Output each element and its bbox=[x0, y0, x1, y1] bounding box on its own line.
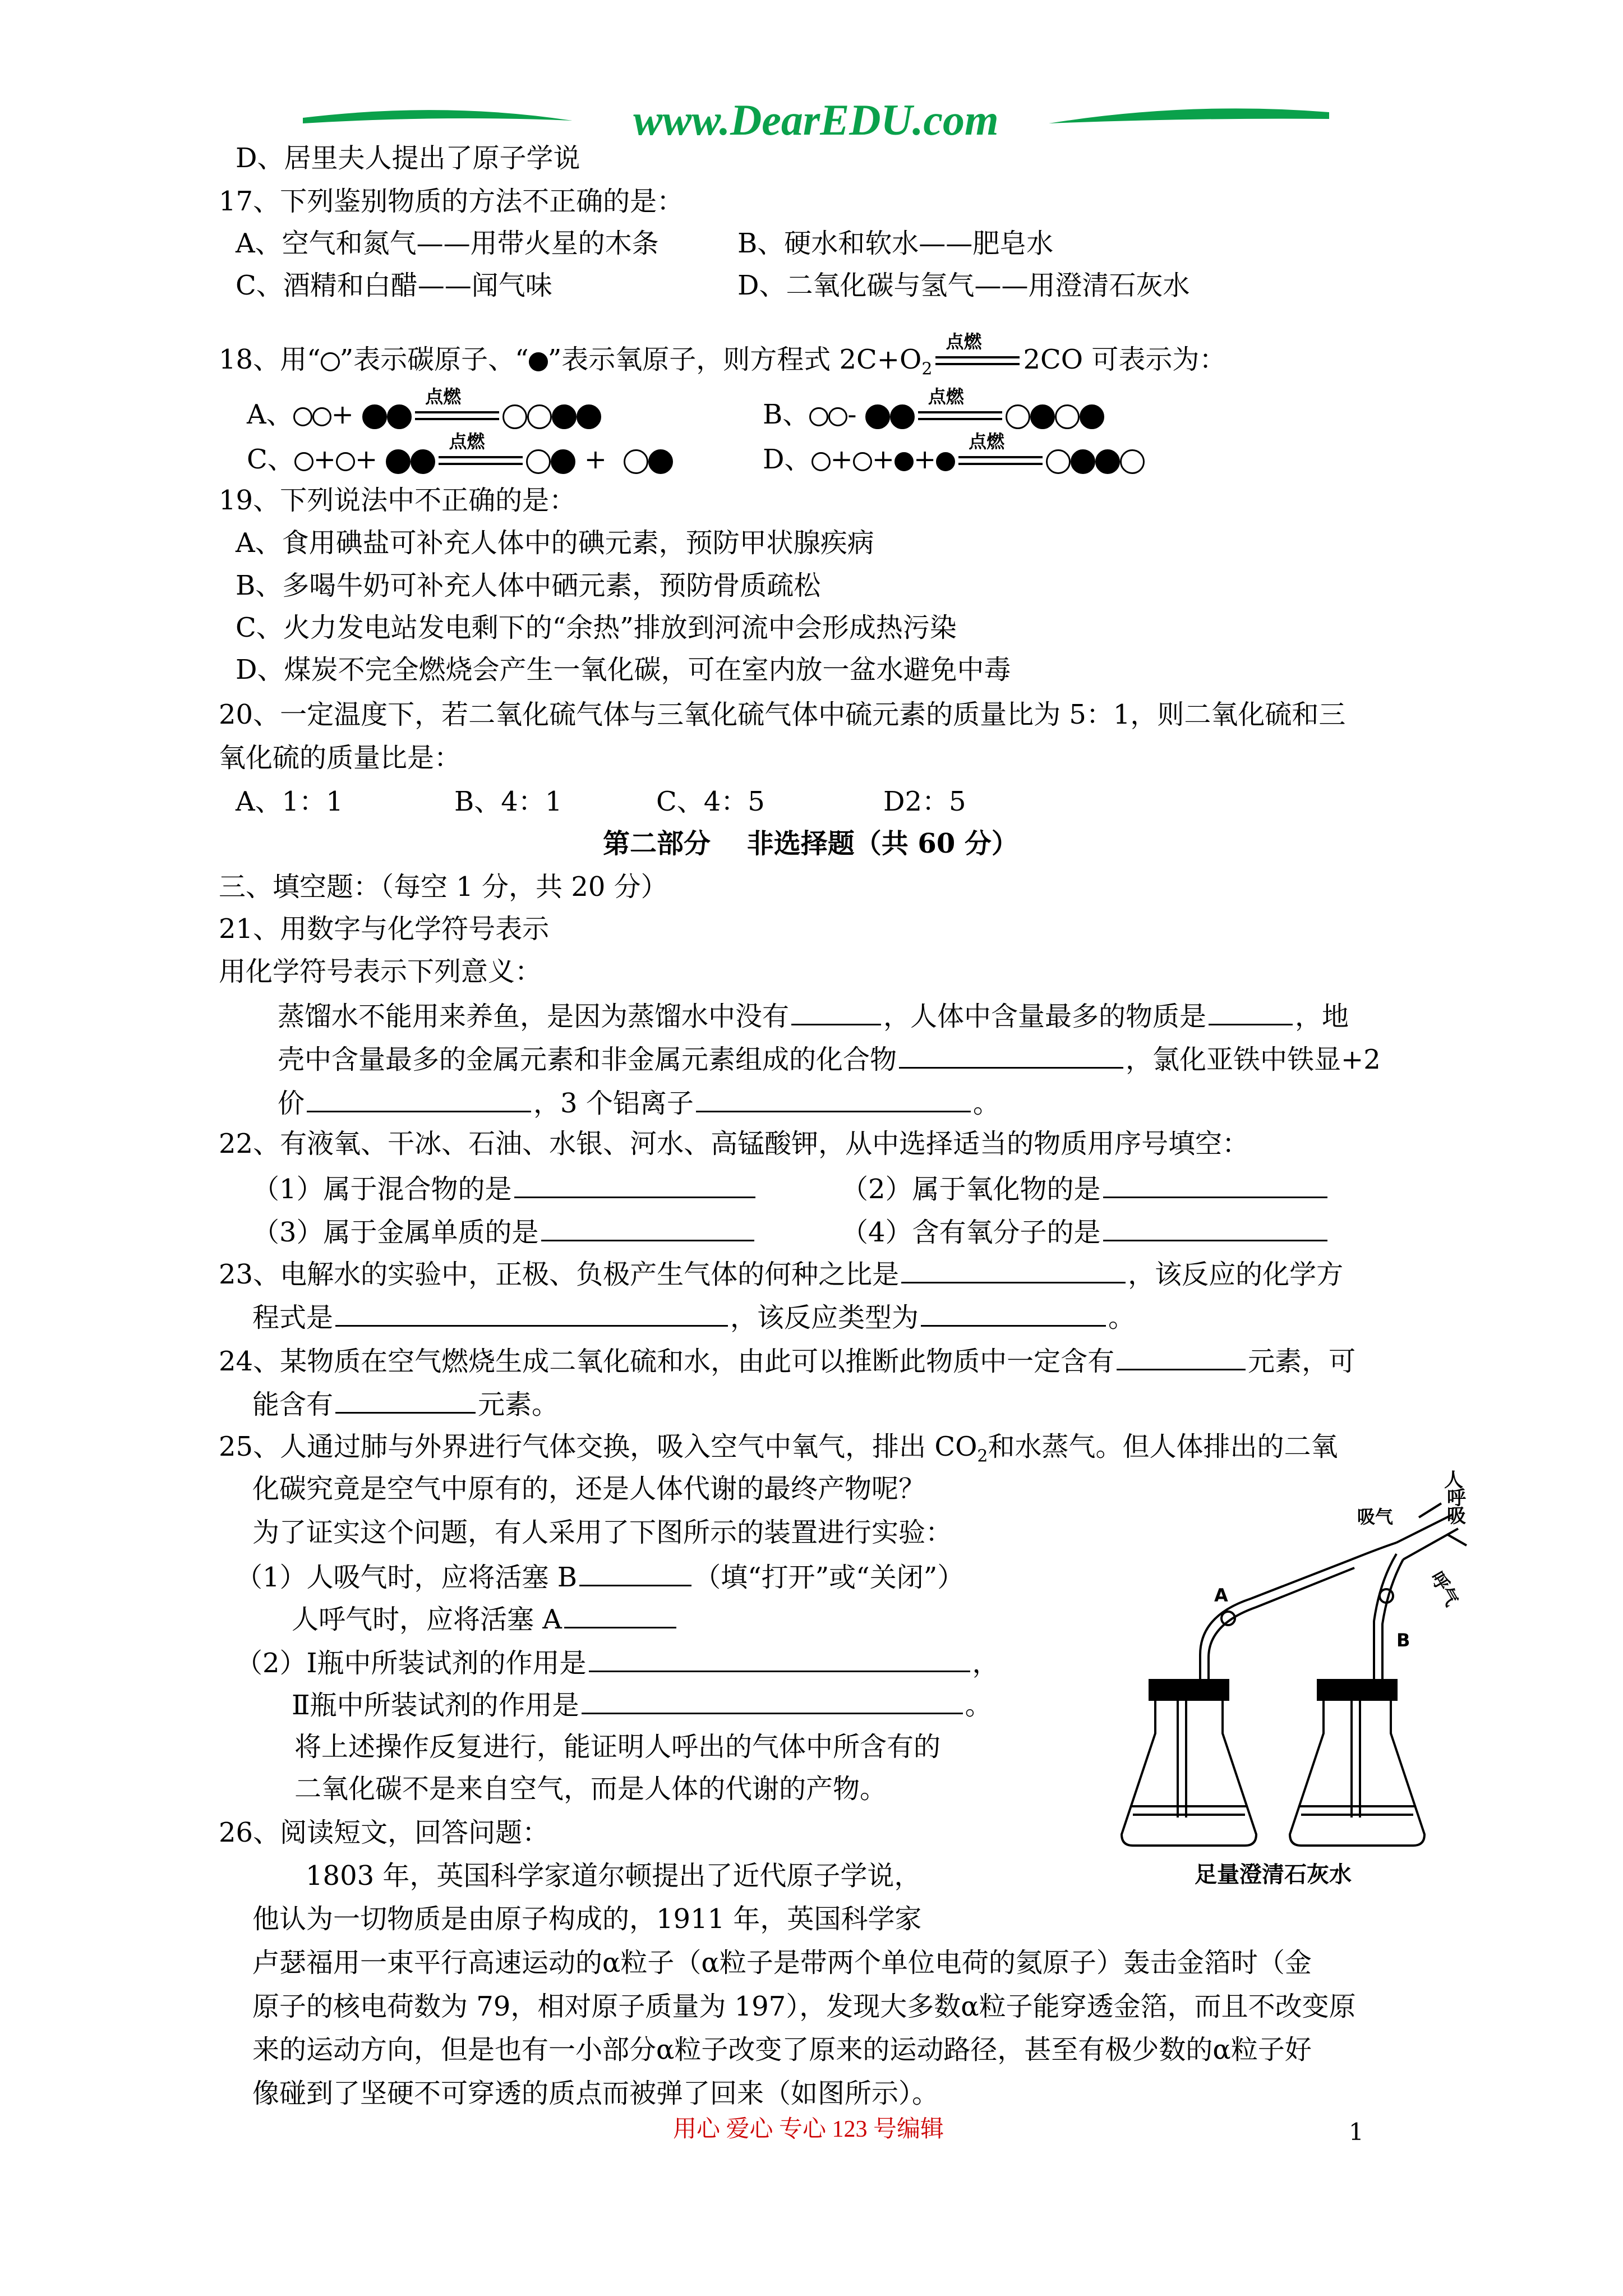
figure-caption: 足量澄清石灰水 bbox=[1195, 1862, 1352, 1888]
answer-blank[interactable] bbox=[307, 1088, 531, 1112]
answer-blank[interactable] bbox=[1117, 1346, 1246, 1370]
q18-option-d-label: D、 bbox=[763, 444, 811, 475]
q25-item-2b-punct: 。 bbox=[965, 1690, 992, 1721]
carbon-atom-icon bbox=[1055, 404, 1080, 429]
reaction-arrow-icon bbox=[918, 385, 1002, 427]
q25-item-2 bbox=[236, 1648, 999, 1677]
q21-text-3: ，地 bbox=[1295, 1001, 1349, 1032]
q18-option-c-label: C、 bbox=[247, 444, 294, 475]
oxygen-atom-icon bbox=[648, 449, 673, 474]
answer-blank[interactable] bbox=[514, 1174, 755, 1198]
q22-stem: 22、有液氧、干冰、石油、水银、河水、高锰酸钾，从中选择适当的物质用序号填空： bbox=[219, 1128, 1249, 1159]
q17-stem: 17、下列鉴别物质的方法不正确的是： bbox=[219, 186, 684, 217]
oxygen-atom-icon bbox=[865, 404, 890, 429]
carbon-atom-icon bbox=[1046, 449, 1071, 474]
oxygen-atom-icon bbox=[1080, 404, 1104, 429]
q21-line1 bbox=[278, 1001, 1349, 1030]
q18-option-a: A、 + 点燃 bbox=[247, 401, 601, 429]
carbon-atom-icon bbox=[526, 449, 551, 474]
q23-text-4: ，该反应类型为 bbox=[730, 1302, 919, 1333]
page-number: 1 bbox=[1349, 2118, 1364, 2146]
q25-line3: 为了证实这个问题，有人采用了下图所示的装置进行实验： bbox=[252, 1517, 953, 1548]
answer-blank[interactable] bbox=[1209, 1001, 1293, 1025]
q21-stem: 21、用数字与化学符号表示 bbox=[219, 913, 550, 945]
fire-condition-label: 点燃 bbox=[425, 385, 462, 407]
answer-blank[interactable] bbox=[899, 1045, 1123, 1069]
carbon-atom-icon bbox=[811, 452, 831, 471]
header-swoosh-left bbox=[303, 110, 572, 123]
part-two-heading: 第二部分 非选择题（共 60 分） bbox=[603, 828, 1018, 859]
q25-item-1b bbox=[292, 1604, 679, 1633]
q24-line2 bbox=[252, 1389, 559, 1418]
q26-para-1: 1803 年，英国科学家道尔顿提出了近代原子学说， bbox=[306, 1860, 921, 1892]
q19-stem: 19、下列说法中不正确的是： bbox=[219, 485, 577, 516]
q26-para-6: 像碰到了坚硬不可穿透的质点而被弹了回来（如图所示）。 bbox=[252, 2078, 939, 2109]
flask-two-stopper bbox=[1318, 1680, 1396, 1700]
answer-blank[interactable] bbox=[579, 1562, 691, 1586]
label-breath: 呼 bbox=[1447, 1487, 1466, 1510]
q25-item-2b-text: Ⅱ瓶中所装试剂的作用是 bbox=[292, 1690, 579, 1721]
flask-one-stopper bbox=[1150, 1680, 1228, 1700]
carbon-atom-icon bbox=[527, 404, 552, 429]
q23-line2 bbox=[252, 1303, 1135, 1331]
label-valve-a: A bbox=[1214, 1585, 1228, 1606]
q25-item-1-hint: （填“打开”或“关闭”） bbox=[694, 1562, 965, 1593]
flask-two-liquid bbox=[1298, 1806, 1416, 1815]
reaction-arrow-icon bbox=[415, 385, 499, 427]
q17-option-d: D、二氧化碳与氢气——用澄清石灰水 bbox=[737, 270, 1190, 301]
q17-option-a: A、空气和氮气——用带火星的木条 bbox=[236, 228, 659, 259]
carbon-atom-icon bbox=[294, 452, 313, 471]
answer-blank[interactable] bbox=[335, 1303, 728, 1327]
carbon-atom-icon bbox=[828, 407, 847, 426]
oxygen-atom-icon bbox=[411, 449, 435, 474]
answer-blank[interactable] bbox=[1103, 1174, 1327, 1198]
q18-text-1: 18、用“ bbox=[219, 344, 321, 375]
carbon-atom-icon bbox=[809, 407, 828, 426]
q24-text-1: 24、某物质在空气燃烧生成二氧化硫和水，由此可以推断此物质中一定含有 bbox=[219, 1346, 1115, 1377]
answer-blank[interactable] bbox=[582, 1690, 963, 1714]
q18-option-c: C、 + + 点燃 + bbox=[247, 446, 673, 474]
q25-item-2-punct: ， bbox=[972, 1648, 999, 1679]
q26-para-5: 来的运动方向，但是也有一小部分α粒子改变了原来的运动路径，甚至有极少数的α粒子好 bbox=[252, 2034, 1312, 2065]
answer-blank[interactable] bbox=[564, 1604, 676, 1628]
carbon-atom-icon bbox=[312, 407, 331, 426]
q18-text-3: ”表示氧原子，则方程式 2C+O bbox=[547, 344, 922, 375]
q25-item-1b-text: 人呼气时，应将活塞 A bbox=[292, 1604, 562, 1635]
oxygen-atom-icon bbox=[387, 404, 412, 429]
answer-blank[interactable] bbox=[541, 1217, 754, 1241]
answer-blank[interactable] bbox=[901, 1259, 1126, 1283]
oxygen-atom-icon bbox=[386, 449, 411, 474]
q20-option-c: C、4：5 bbox=[656, 786, 765, 817]
carbon-atom-icon bbox=[293, 407, 312, 426]
q25-item-1 bbox=[236, 1562, 964, 1591]
oxygen-atom-icon bbox=[362, 404, 387, 429]
q17-option-b: B、硬水和软水——肥皂水 bbox=[737, 228, 1054, 259]
q23-text-5: 。 bbox=[1108, 1302, 1136, 1333]
q22-item-1-label: （1）属于混合物的是 bbox=[252, 1174, 512, 1205]
q25-line1 bbox=[219, 1433, 1338, 1465]
q21-text-8: 。 bbox=[972, 1088, 1000, 1119]
oxygen-atom-icon bbox=[1095, 449, 1120, 474]
q25-item-1-text: （1）人吸气时，应将活塞 B bbox=[236, 1562, 578, 1593]
flask-one bbox=[1122, 1694, 1256, 1846]
q22-item-1 bbox=[252, 1174, 758, 1203]
carbon-atom-icon bbox=[1006, 404, 1030, 429]
header-swoosh-right bbox=[1049, 108, 1329, 123]
q21-text-2: ，人体中含量最多的物质是 bbox=[883, 1001, 1207, 1032]
q21-text-6: 价 bbox=[278, 1088, 305, 1119]
fire-condition-label: 点燃 bbox=[928, 385, 964, 407]
q22-item-3 bbox=[252, 1217, 757, 1246]
q23-line1 bbox=[219, 1259, 1343, 1288]
reaction-arrow-icon bbox=[958, 430, 1043, 472]
carbon-atom-icon bbox=[336, 452, 355, 471]
q21-text-1: 蒸馏水不能用来养鱼，是因为蒸馏水中没有 bbox=[278, 1001, 790, 1032]
q16-option-d: D、居里夫人提出了原子学说 bbox=[236, 142, 580, 174]
carbon-atom-icon bbox=[624, 449, 648, 474]
oxygen-atom-icon bbox=[552, 404, 577, 429]
q25-line2: 化碳究竟是空气中原有的，还是人体代谢的最终产物呢？ bbox=[252, 1473, 926, 1504]
q18-text-2: ”表示碳原子、“ bbox=[339, 344, 529, 375]
oxygen-atom-icon bbox=[936, 452, 955, 471]
q25-item-2b bbox=[292, 1690, 992, 1719]
q18-text-4: 2CO 可表示为： bbox=[1023, 344, 1227, 375]
answer-blank[interactable] bbox=[1103, 1217, 1327, 1241]
carbon-atom-icon bbox=[502, 404, 527, 429]
q18-stem bbox=[219, 330, 1227, 379]
q23-text-3: 程式是 bbox=[252, 1302, 334, 1333]
q19-option-b: B、多喝牛奶可补充人体中硒元素，预防骨质疏松 bbox=[236, 570, 821, 601]
q18-option-b: B、 - 点燃 bbox=[763, 401, 1104, 429]
q21-subtitle: 用化学符号表示下列意义： bbox=[219, 956, 542, 987]
oxygen-atom-icon bbox=[1030, 404, 1055, 429]
answer-blank[interactable] bbox=[921, 1303, 1106, 1327]
q26-stem: 26、阅读短文，回答问题： bbox=[219, 1817, 550, 1848]
q24-text-2: 元素，可 bbox=[1248, 1346, 1356, 1377]
q20-stem-line1: 20、一定温度下，若二氧化硫气体与三氧化硫气体中硫元素的质量比为 5：1，则二氧化硫和三 bbox=[219, 699, 1346, 730]
fire-condition-label: 点燃 bbox=[449, 430, 485, 452]
q21-text-5: ，氯化亚铁中铁显+2 bbox=[1126, 1044, 1381, 1075]
fire-condition-label: 点燃 bbox=[969, 430, 1005, 452]
q18-option-a-label: A、 bbox=[247, 399, 293, 430]
reaction-arrow-icon bbox=[935, 330, 1020, 372]
oxygen-atom-icon bbox=[551, 449, 575, 474]
q17-option-c: C、酒精和白醋——闻气味 bbox=[236, 270, 552, 301]
q24-line1 bbox=[219, 1346, 1355, 1375]
q22-item-3-label: （3）属于金属单质的是 bbox=[252, 1217, 539, 1248]
q25-conclusion-2: 二氧化碳不是来自空气，而是人体的代谢的产物。 bbox=[294, 1773, 887, 1805]
oxygen-atom-icon bbox=[1071, 449, 1095, 474]
oxygen-atom-icon bbox=[890, 404, 915, 429]
label-exhale: 呼气 bbox=[1426, 1568, 1463, 1610]
breathing-apparatus-figure bbox=[1116, 1470, 1475, 1907]
section-three-heading: 三、填空题：（每空 1 分，共 20 分） bbox=[219, 871, 668, 903]
carbon-atom-icon bbox=[321, 352, 340, 371]
fire-condition-label: 点燃 bbox=[946, 330, 982, 352]
carbon-atom-icon bbox=[1120, 449, 1145, 474]
q25-conclusion-1: 将上述操作反复进行，能证明人呼出的气体中所含有的 bbox=[294, 1731, 941, 1763]
oxygen-atom-icon bbox=[895, 452, 914, 471]
flask-two-tube-short bbox=[1374, 1554, 1403, 1680]
q18-option-b-label: B、 bbox=[763, 399, 810, 430]
q21-text-4: 壳中含量最多的金属元素和非金属元素组成的化合物 bbox=[278, 1044, 897, 1075]
q21-line2 bbox=[278, 1045, 1381, 1073]
label-breath-2: 吸 bbox=[1447, 1505, 1466, 1527]
q21-line3 bbox=[278, 1088, 1000, 1117]
label-person: 人 bbox=[1444, 1470, 1463, 1492]
flask-two bbox=[1290, 1694, 1424, 1846]
q25-text-2: 和水蒸气。但人体排出的二氧 bbox=[988, 1431, 1338, 1462]
answer-blank[interactable] bbox=[335, 1389, 476, 1414]
site-url: www.DearEDU.com bbox=[633, 95, 999, 144]
flask-one-liquid bbox=[1130, 1806, 1248, 1815]
q19-option-a: A、食用碘盐可补充人体中的碘元素，预防甲状腺疾病 bbox=[236, 527, 874, 559]
q23-text-1: 23、电解水的实验中，正极、负极产生气体的何种之比是 bbox=[219, 1259, 900, 1290]
q22-item-4-label: （4）含有氧分子的是 bbox=[841, 1217, 1101, 1248]
q18-option-d: D、 + + + 点燃 bbox=[763, 446, 1145, 474]
q22-item-2-label: （2）属于氧化物的是 bbox=[841, 1174, 1101, 1205]
q26-para-2: 他认为一切物质是由原子构成的，1911 年，英国科学家 bbox=[252, 1903, 922, 1935]
q20-option-d: D2：5 bbox=[883, 786, 966, 817]
q19-option-c: C、火力发电站发电剩下的“余热”排放到河流中会形成热污染 bbox=[236, 612, 957, 643]
q25-subscript: 2 bbox=[977, 1446, 988, 1466]
oxygen-atom-icon bbox=[577, 404, 601, 429]
q25-item-2-text: （2）Ⅰ瓶中所装试剂的作用是 bbox=[236, 1648, 587, 1679]
q20-stem-line2: 氧化硫的质量比是： bbox=[219, 742, 462, 774]
q26-para-4: 原子的核电荷数为 79，相对原子质量为 197），发现大多数α粒子能穿透金箔，而且不改变原 bbox=[252, 1991, 1356, 2022]
q21-text-7: ，3 个铝离子 bbox=[533, 1088, 694, 1119]
label-inhale: 吸气 bbox=[1357, 1506, 1394, 1527]
q20-option-a: A、1：1 bbox=[236, 786, 343, 817]
inhale-arrow bbox=[1419, 1503, 1441, 1517]
q22-item-4 bbox=[841, 1217, 1330, 1246]
reaction-arrow-icon bbox=[439, 430, 523, 472]
oxygen-atom-icon bbox=[529, 352, 548, 371]
q23-text-2: ，该反应的化学方 bbox=[1128, 1259, 1344, 1290]
label-valve-b: B bbox=[1396, 1630, 1410, 1651]
q18-subscript: 2 bbox=[921, 359, 933, 379]
q26-para-3: 卢瑟福用一束平行高速运动的α粒子（α粒子是带两个单位电荷的氦原子）轰击金箔时（金 bbox=[252, 1947, 1312, 1978]
answer-blank[interactable] bbox=[589, 1648, 970, 1672]
q25-text-1: 25、人通过肺与外界进行气体交换，吸入空气中氧气，排出 CO bbox=[219, 1431, 978, 1462]
q19-option-d: D、煤炭不完全燃烧会产生一氧化碳，可在室内放一盆水避免中毒 bbox=[236, 654, 1011, 685]
q24-text-4: 元素。 bbox=[478, 1389, 559, 1420]
q24-text-3: 能含有 bbox=[252, 1389, 334, 1420]
q22-item-2 bbox=[841, 1174, 1330, 1203]
footer-note: 用心 爱心 专心 123 号编辑 bbox=[673, 2116, 944, 2142]
carbon-atom-icon bbox=[853, 452, 872, 471]
answer-blank[interactable] bbox=[791, 1001, 881, 1025]
answer-blank[interactable] bbox=[696, 1088, 971, 1112]
exhale-arrow bbox=[1447, 1534, 1467, 1545]
q20-option-b: B、4：1 bbox=[454, 786, 562, 817]
